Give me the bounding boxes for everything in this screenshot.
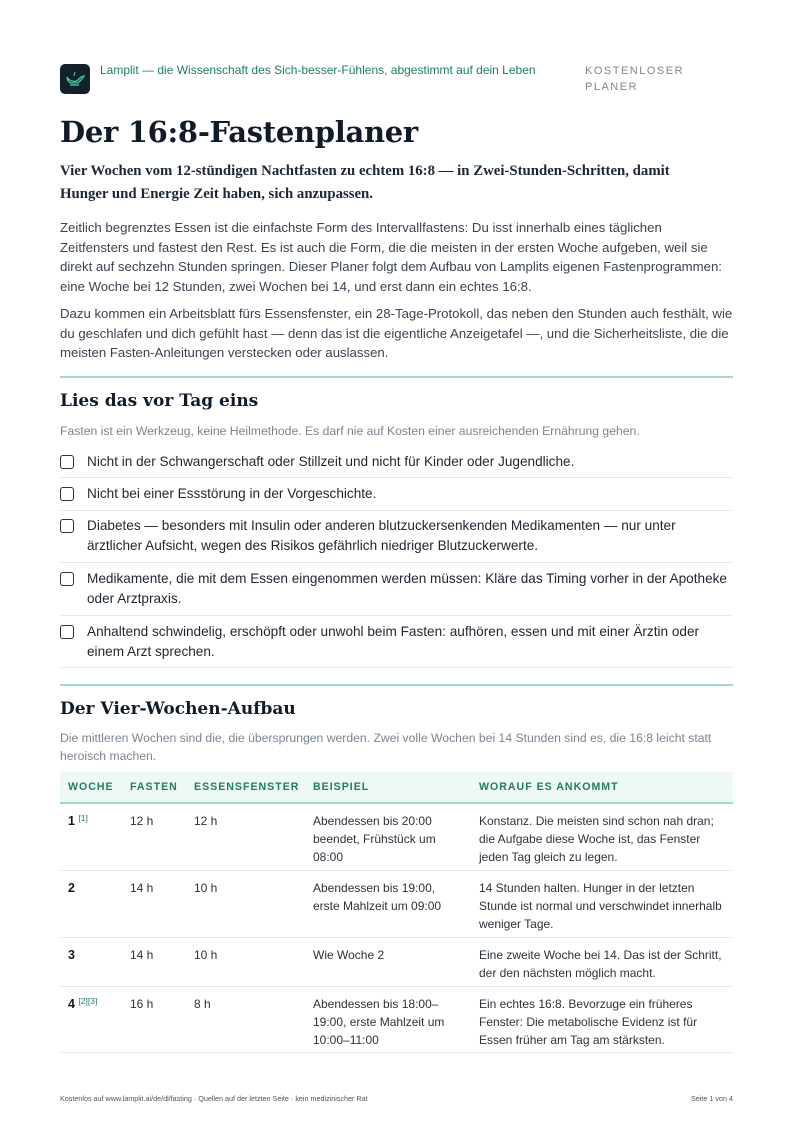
page-number: Seite 1 von 4 (691, 1094, 733, 1103)
column-header-focus: WORAUF ES ANKOMMT (471, 772, 733, 803)
window-cell: 10 h (186, 870, 305, 937)
week-cell (60, 986, 122, 1052)
column-header-eating-window: ESSENSFENSTER (186, 772, 305, 803)
intro-paragraph-1: Zeitlich begrenztes Essen ist die einfachste Form des Intervallfastens: Du isst innerhalb eines täglichen Zeitfensters und fastest den Rest. Es ist auch die Form, die die meisten in der ersten Woche aufgeben, weil sie direkt auf sechzehn Stunden springen. Dieser Planer folgt dem Aufbau von Lamplits eigenen Fastenprogrammen: eine Woche bei 12 Stunden, zwei Wochen bei 14, und erst dann ein echtes 16:8. (60, 220, 722, 294)
week-number: 3 (68, 947, 75, 962)
plan-note: Die mittleren Wochen sind die, die übersprungen werden. Zwei volle Wochen bei 14 Stunden sind es, die 16:8 leicht statt heroisch machen. (60, 731, 712, 763)
header (60, 62, 733, 98)
focus-cell: Eine zweite Woche bei 14. Das ist der Schritt, der den nächsten möglich macht. (471, 937, 733, 986)
document-type-line-1: KOSTENLOSER (585, 65, 685, 77)
table-row (60, 937, 733, 986)
citation-link[interactable]: [2][3] (78, 995, 98, 1006)
window-cell: 8 h (186, 986, 305, 1052)
example-cell: Abendessen bis 18:00–19:00, erste Mahlzeit um 10:00–11:00 (305, 986, 471, 1052)
week-cell (60, 803, 122, 870)
focus-cell: 14 Stunden halten. Hunger in der letzten Stunde ist normal und verschwindet innerhalb weniger Tage. (471, 870, 733, 937)
week-number: 1 (68, 814, 75, 828)
week-cell (60, 937, 122, 986)
page-subtitle: Vier Wochen vom 12-stündigen Nachtfasten zu echtem 16:8 — in Zwei-Stunden-Schritten, damit Hunger und Energie Zeit haben, sich anzupassen. (60, 163, 670, 202)
document-type-label (585, 63, 725, 95)
example-cell: Abendessen bis 20:00 beendet, Frühstück um 08:00 (305, 803, 471, 870)
plan-heading: Der Vier-Wochen-Aufbau (60, 699, 296, 719)
safety-heading: Lies das vor Tag eins (60, 391, 259, 411)
column-header-example: BEISPIEL (305, 772, 471, 803)
window-cell: 12 h (186, 803, 305, 870)
example-cell: Abendessen bis 19:00, erste Mahlzeit um 09:00 (305, 870, 471, 937)
checkbox[interactable] (60, 487, 74, 501)
footer-source-note: Kostenlos auf www.lamplit.ai/de/dl/fasting · Quellen auf der letzten Seite · kein medizinischer Rat (60, 1094, 368, 1103)
checkbox[interactable] (60, 519, 74, 533)
document-type-line-2: PLANER (585, 81, 639, 93)
safety-checklist (60, 444, 733, 668)
section-divider (60, 684, 733, 686)
checklist-item (60, 478, 733, 511)
focus-cell: Ein echtes 16:8. Bevorzuge ein früheres Fenster: Die metabolische Evidenz ist für Essen früher am Tag am stärksten. (471, 986, 733, 1052)
checkbox[interactable] (60, 625, 74, 639)
section-divider (60, 376, 733, 378)
focus-cell: Konstanz. Die meisten sind schon nah dran; die Aufgabe diese Woche ist, das Fenster jeden Tag gleich zu legen. (471, 803, 733, 870)
table-row (60, 803, 733, 870)
fast-cell: 14 h (122, 870, 186, 937)
fast-cell: 12 h (122, 803, 186, 870)
checklist-item-text: Nicht in der Schwangerschaft oder Stillzeit und nicht für Kinder oder Jugendliche. (87, 454, 575, 469)
checkbox[interactable] (60, 572, 74, 586)
week-number: 2 (68, 880, 75, 895)
checklist-item (60, 563, 733, 616)
table-row (60, 870, 733, 937)
checklist-item-text: Anhaltend schwindelig, erschöpft oder unwohl beim Fasten: aufhören, essen und mit einer Ärztin oder einem Arzt sprechen. (87, 624, 700, 659)
four-week-plan-table (60, 772, 733, 1053)
lamp-icon (60, 64, 90, 94)
week-cell (60, 870, 122, 937)
table-row (60, 986, 733, 1052)
fast-cell: 16 h (122, 986, 186, 1052)
window-cell: 10 h (186, 937, 305, 986)
table-header-row (60, 772, 733, 803)
intro-paragraph-2: Dazu kommen ein Arbeitsblatt fürs Essensfenster, ein 28-Tage-Protokoll, das neben den Stunden auch festhält, wie du geschlafen und dich gefühlt hast — denn das ist die eigentliche Anzeigetafel —, und die Sicherheitsliste, die die meisten Fasten-Anleitungen verstecken oder auslassen. (60, 306, 733, 360)
example-cell: Wie Woche 2 (305, 937, 471, 986)
citation-link[interactable]: [1] (78, 813, 88, 823)
checklist-item (60, 444, 733, 478)
page-title: Der 16:8-Fastenplaner (60, 115, 418, 149)
week-number: 4 (68, 996, 75, 1011)
checklist-item (60, 511, 733, 563)
checklist-item-text: Nicht bei einer Essstörung in der Vorgeschichte. (87, 486, 377, 501)
checkbox[interactable] (60, 455, 74, 469)
column-header-fast: FASTEN (122, 772, 186, 803)
checklist-item-text: Diabetes — besonders mit Insulin oder anderen blutzuckersenkenden Medikamenten — nur unter ärztlicher Aufsicht, wegen des Risikos gefährlich niedriger Blutzuckerwerte. (87, 518, 676, 553)
brand-tagline: Lamplit — die Wissenschaft des Sich-besser-Fühlens, abgestimmt auf dein Leben (100, 63, 536, 77)
fast-cell: 14 h (122, 937, 186, 986)
checklist-item (60, 616, 733, 668)
checklist-item-text: Medikamente, die mit dem Essen eingenommen werden müssen: Kläre das Timing vorher in der Apotheke oder Arztpraxis. (87, 571, 727, 606)
column-header-week: WOCHE (60, 772, 122, 803)
safety-note: Fasten ist ein Werkzeug, keine Heilmethode. Es darf nie auf Kosten einer ausreichenden Ernährung gehen. (60, 424, 640, 438)
